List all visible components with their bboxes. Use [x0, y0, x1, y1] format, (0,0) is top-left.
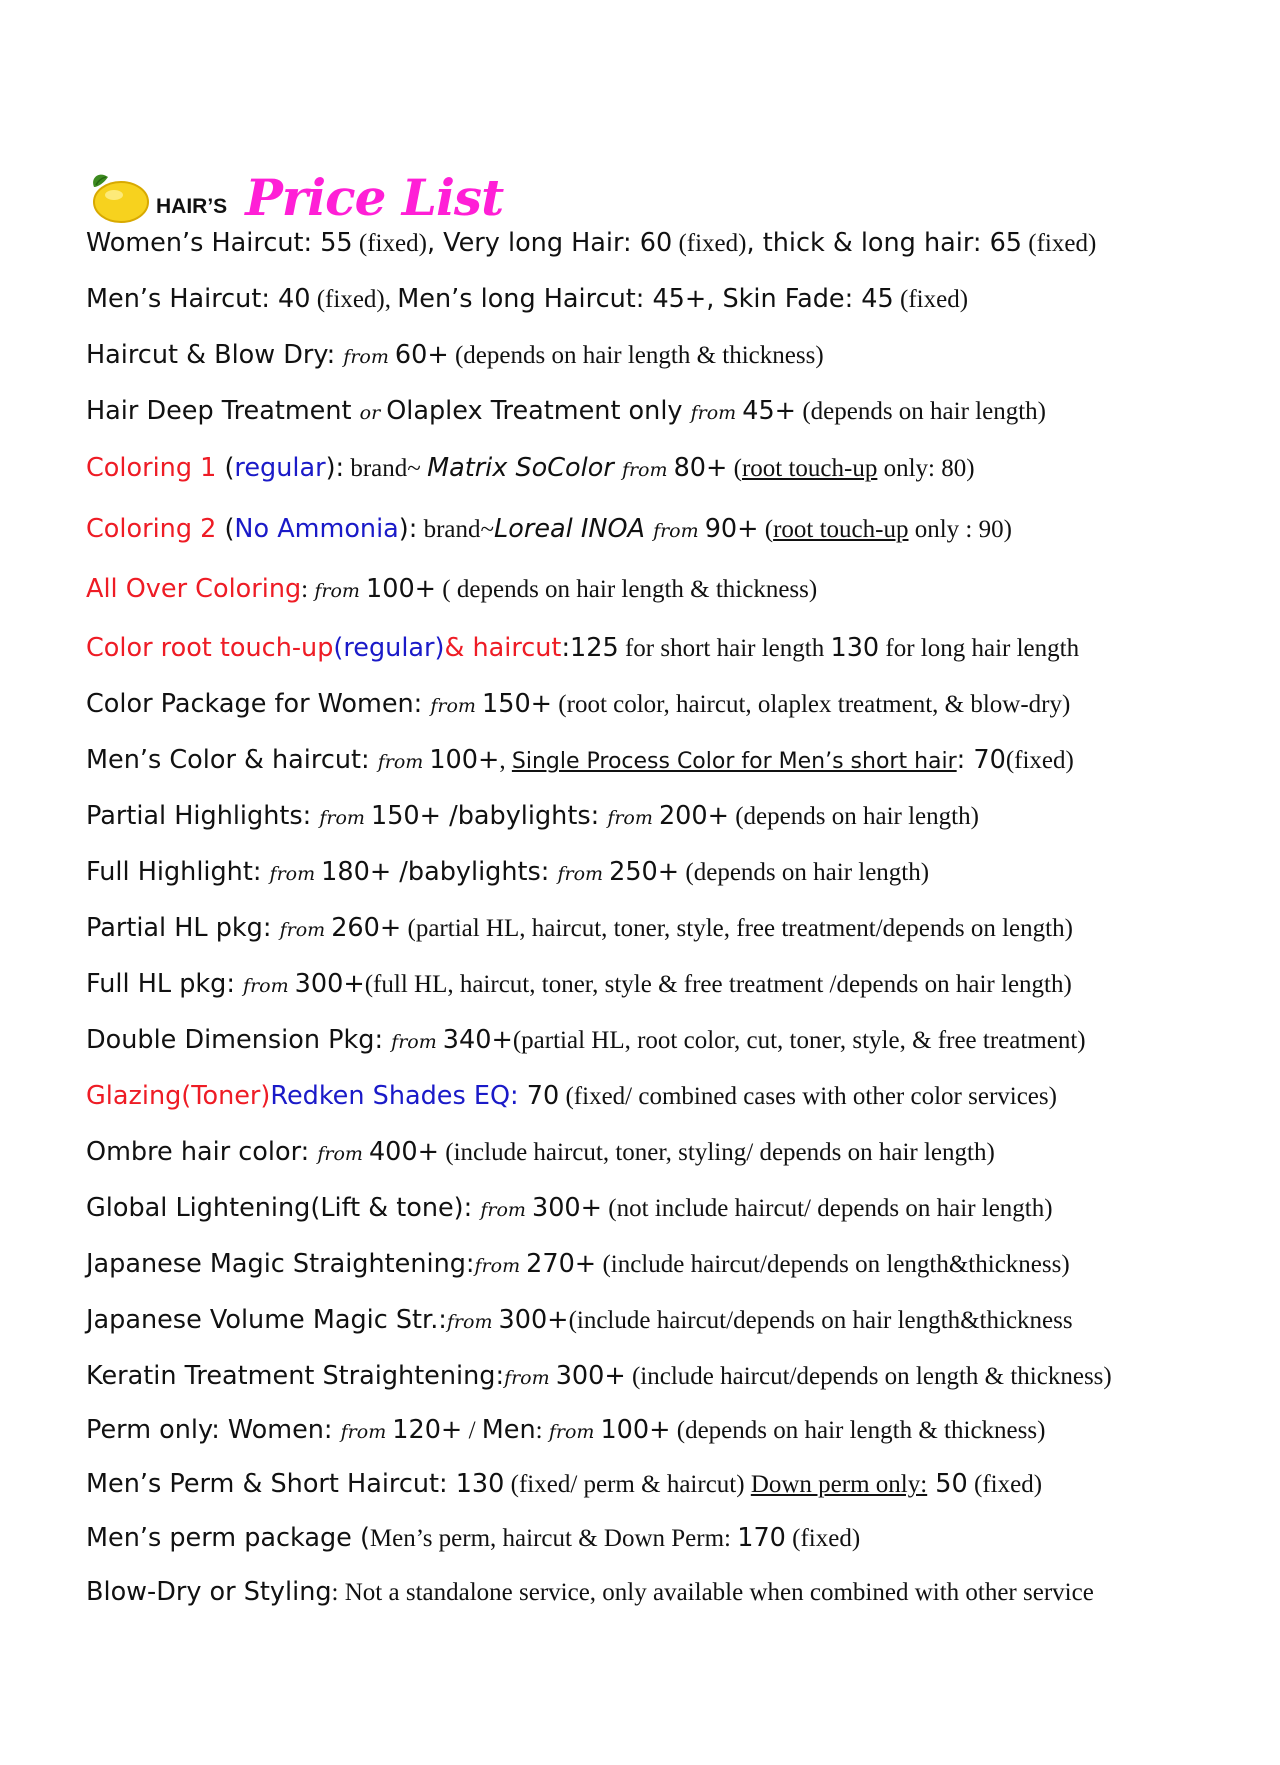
price-line — [86, 340, 824, 370]
price-line — [86, 745, 1074, 775]
price-line-segment: Coloring 1 — [86, 453, 217, 483]
price-line-segment: ): — [325, 453, 345, 483]
price-line-segment: regular — [234, 453, 326, 483]
price-line-segment: 80+ — [673, 453, 728, 483]
price-line-segment: (fixed) — [352, 230, 427, 257]
price-line-segment: (not include haircut/ depends on hair length) — [602, 1195, 1053, 1222]
price-line-segment: 270+ — [526, 1249, 597, 1279]
price-line-segment: from — [474, 1255, 527, 1277]
price-line-segment: Men — [481, 1415, 536, 1445]
price-line-segment: from — [607, 807, 659, 829]
page-title: Price List — [245, 168, 504, 227]
price-line — [86, 1577, 1094, 1607]
price-line-segment: , Very long Hair: 60 — [426, 228, 673, 258]
price-line-segment: root touch-up — [773, 516, 909, 543]
price-line-segment: Ombre hair color: — [86, 1137, 318, 1167]
price-line-segment: from — [340, 1421, 393, 1443]
price-line-segment: Olaplex Treatment only — [386, 396, 691, 426]
price-line-segment: from — [430, 695, 482, 717]
price-line-segment: from — [317, 1143, 369, 1165]
price-line-segment: 150+ /babylights: — [370, 801, 608, 831]
price-line-segment: 150+ — [482, 689, 553, 719]
price-line-segment: Single Process Color for Men’s short hair — [511, 749, 957, 774]
price-line-segment: 60+ — [394, 340, 449, 370]
header — [86, 150, 503, 225]
price-line-segment: from — [557, 863, 610, 885]
price-line-segment: from — [243, 975, 295, 997]
price-line-segment: (fixed/ combined cases with other color services) — [559, 1083, 1057, 1110]
price-line-segment: (fixed) — [672, 230, 747, 257]
price-line-segment: Men’s Perm & Short Haircut: 130 — [86, 1469, 505, 1499]
price-line-segment: Japanese Volume Magic Str.: — [86, 1305, 447, 1335]
price-line-segment: All Over Coloring — [86, 574, 302, 604]
price-line-segment: (full HL, haircut, toner, style & free treatment /depends on hair length) — [364, 971, 1072, 998]
price-line-segment: (fixed), — [310, 286, 398, 313]
price-line — [86, 633, 1079, 663]
price-line — [86, 228, 1096, 258]
price-line-segment: from — [343, 346, 395, 368]
price-line-segment: 100+ — [600, 1415, 671, 1445]
price-line-segment: 180+ /babylights: — [321, 857, 558, 887]
price-line — [86, 689, 1070, 719]
price-line — [86, 1081, 1057, 1111]
price-line-segment: : Not a standalone service, only available when combined with other service — [331, 1579, 1094, 1606]
price-line-segment: Full HL pkg: — [86, 969, 244, 999]
price-line-segment: 300+ — [555, 1361, 626, 1391]
price-line-segment: Coloring 2 — [86, 514, 217, 544]
price-line-segment: (fixed) — [785, 1525, 861, 1552]
price-line-segment: from — [621, 459, 674, 481]
price-line-segment: Men’s Color & haircut: — [86, 745, 378, 775]
price-line — [86, 913, 1073, 943]
price-line-segment: Redken Shades EQ: — [270, 1081, 519, 1111]
price-line-segment: (depends on hair length) — [728, 803, 979, 830]
price-line-segment: ( — [216, 514, 235, 544]
price-line-segment: Men’s long Haircut: 45+, Skin Fade: 45 — [397, 284, 894, 314]
price-line-segment: (fixed/ perm & haircut) — [504, 1471, 751, 1498]
price-line-segment: (depends on hair length) — [796, 398, 1046, 425]
price-line-segment: from — [319, 807, 371, 829]
price-line-segment: 340+ — [442, 1025, 513, 1055]
price-line-segment: brand~ — [344, 455, 428, 482]
price-line-segment: Partial Highlights: — [86, 801, 320, 831]
price-line-segment: from — [314, 580, 366, 602]
price-line-segment: from — [279, 919, 332, 941]
price-line — [86, 1305, 1073, 1335]
price-line-segment: Global Lightening(Lift & tone): — [86, 1193, 481, 1223]
price-line-segment: / — [462, 1417, 482, 1444]
price-line-segment: 200+ — [658, 801, 729, 831]
price-line-segment: Keratin Treatment Straightening: — [86, 1361, 505, 1391]
price-line — [86, 1137, 995, 1167]
price-line-segment: 50 — [927, 1469, 968, 1499]
price-line-segment: (depends on hair length & thickness) — [670, 1417, 1046, 1444]
price-line-segment: (include haircut/depends on hair length&thickness — [568, 1307, 1073, 1334]
price-line-segment: Haircut & Blow Dry: — [86, 340, 344, 370]
price-line-segment: (fixed) — [967, 1471, 1043, 1498]
price-line-segment: 100+ — [429, 745, 500, 775]
price-line — [86, 396, 1046, 426]
lemon-icon — [86, 169, 152, 225]
price-line-segment: ( — [727, 455, 742, 482]
price-line-segment: (depends on hair length) — [679, 859, 930, 886]
price-line-segment: Full Highlight: — [86, 857, 270, 887]
price-line-segment: No Ammonia — [234, 514, 399, 544]
price-line-segment: Men’s perm, haircut & Down Perm: — [369, 1525, 738, 1552]
price-line-segment: , — [499, 747, 512, 774]
price-line-segment: for short hair length — [618, 635, 831, 662]
price-line — [86, 801, 979, 831]
price-line-segment: : 70 — [956, 745, 1006, 775]
price-line-segment: 90+ — [704, 514, 759, 544]
price-line-segment: only: 80) — [877, 455, 975, 482]
price-line-segment: Blow-Dry or Styling — [86, 1577, 332, 1607]
price-line-segment: from — [269, 863, 322, 885]
price-line-segment: ( — [216, 453, 235, 483]
price-line — [86, 1193, 1053, 1223]
price-line-segment: 300+ — [294, 969, 365, 999]
price-line-segment: : — [535, 1417, 549, 1444]
price-line-segment: 130 — [830, 633, 880, 663]
price-line — [86, 453, 975, 483]
price-line-segment: 70 — [518, 1081, 560, 1111]
brand-prefix: HAIR’S — [156, 195, 228, 218]
price-line — [86, 1415, 1045, 1445]
price-line-segment: from — [504, 1367, 556, 1389]
price-line-segment: Perm only: Women: — [86, 1415, 341, 1445]
price-line-segment: & haircut — [444, 633, 562, 663]
price-line — [86, 1523, 860, 1553]
price-line-segment: 170 — [737, 1523, 786, 1553]
price-line-segment: ( — [758, 516, 774, 543]
price-line-segment: from — [446, 1311, 499, 1333]
price-line-segment: Japanese Magic Straightening: — [86, 1249, 475, 1279]
price-line-segment: ): — [398, 514, 418, 544]
price-line-segment: : — [301, 576, 315, 603]
price-line — [86, 969, 1072, 999]
price-line-segment: from — [480, 1199, 532, 1221]
price-line-segment: 250+ — [609, 857, 680, 887]
price-line-segment: from — [653, 520, 705, 542]
price-line — [86, 1025, 1086, 1055]
price-line-segment: 300+ — [498, 1305, 569, 1335]
price-line-segment: (depends on hair length & thickness) — [448, 342, 824, 369]
price-line-segment: :125 — [561, 633, 619, 663]
price-line-segment: 45+ — [742, 396, 797, 426]
price-line-segment: (fixed) — [1005, 747, 1074, 774]
price-line — [86, 857, 929, 887]
price-line-segment: Double Dimension Pkg: — [86, 1025, 392, 1055]
price-line-segment: from — [690, 402, 743, 424]
price-line-segment: (include haircut/depends on length&thickness) — [596, 1251, 1070, 1278]
price-line-segment: Men’s perm package ( — [86, 1523, 370, 1553]
price-line-segment: from — [391, 1031, 443, 1053]
price-line — [86, 284, 968, 314]
price-line-segment: or — [359, 402, 387, 424]
price-line-segment: for long hair length — [879, 635, 1080, 662]
price-line-segment: ( depends on hair length & thickness) — [436, 576, 818, 603]
price-line-segment: (include haircut, toner, styling/ depends on hair length) — [439, 1139, 995, 1166]
price-line-segment: only : 90) — [908, 516, 1012, 543]
price-line-segment: 260+ — [331, 913, 402, 943]
price-line — [86, 574, 817, 604]
price-line — [86, 1249, 1070, 1279]
price-line-segment: Loreal INOA — [494, 514, 654, 544]
price-line-segment: from — [548, 1421, 601, 1443]
price-line-segment: Matrix SoColor — [427, 453, 622, 483]
price-line-segment: brand~ — [417, 516, 495, 543]
price-line-segment: Glazing(Toner) — [86, 1081, 271, 1111]
price-line-segment: 120+ — [392, 1415, 463, 1445]
price-line-segment: (fixed) — [1022, 230, 1097, 257]
price-line — [86, 1361, 1112, 1391]
price-line-segment: (fixed) — [893, 286, 969, 313]
price-line-segment: Partial HL pkg: — [86, 913, 280, 943]
price-line-segment: 100+ — [366, 574, 437, 604]
price-line-segment: (partial HL, root color, cut, toner, style, & free treatment) — [512, 1027, 1086, 1054]
price-line-segment: , thick & long hair: 65 — [746, 228, 1023, 258]
price-line-segment: 400+ — [368, 1137, 439, 1167]
price-line-segment: (regular) — [333, 633, 445, 663]
price-line-segment: Down perm only: — [750, 1471, 928, 1498]
price-line-segment: Hair Deep Treatment — [86, 396, 360, 426]
price-line-segment: (partial HL, haircut, toner, style, free treatment/depends on length) — [401, 915, 1073, 942]
price-line-segment: 300+ — [531, 1193, 603, 1223]
price-line-segment: Color root touch-up — [86, 633, 334, 663]
price-line — [86, 1469, 1042, 1499]
price-line-segment: Women’s Haircut: 55 — [86, 228, 353, 258]
price-line-segment: root touch-up — [741, 455, 878, 482]
price-line-segment: Men’s Haircut: 40 — [86, 284, 311, 314]
price-line — [86, 514, 1012, 544]
price-line-segment: (root color, haircut, olaplex treatment, & blow-dry) — [552, 691, 1071, 718]
price-line-segment: Color Package for Women: — [86, 689, 431, 719]
price-line-segment: from — [377, 751, 430, 773]
price-line-segment: (include haircut/depends on length & thickness) — [625, 1363, 1112, 1390]
